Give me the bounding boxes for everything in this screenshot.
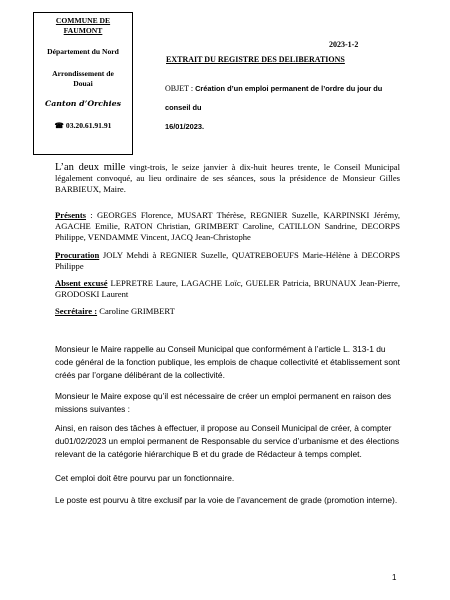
absent-text: LEPRETRE Laure, LAGACHE Loïc, GUELER Patricia, BRUNAUX Jean-Pierre, GRODOSKI Laurent (55, 278, 400, 299)
body-paragraph-2: Monsieur le Maire expose qu’il est nécessaire de créer un emploi permanent en raison des missions suivantes : (55, 391, 392, 415)
arrondissement-line1: Arrondissement de (52, 69, 114, 78)
secretaire-label: Secrétaire : (55, 306, 98, 316)
body-paragraph-1: Monsieur le Maire rappelle au Conseil Municipal que conformément à l’article L. 313-1 du code général de la fonction publique, les emplois de chaque collectivité et établissement sont créés par l’organe délibérant de la collectivité. (55, 344, 400, 381)
objet-line (165, 79, 405, 136)
body-paragraph-5: Le poste est pourvu à titre exclusif par la voie de l’avancement de grade (promotion interne). (55, 495, 398, 505)
intro-paragraph (55, 162, 400, 195)
presents-text: : GEORGES Florence, MUSART Thérèse, REGNIER Suzelle, KARPINSKI Jérémy, AGACHE Emilie, RATON Christian, GRIMBERT Caroline, CATILLON Sandrine, DECORPS Philippe, VENDAMME Vincent, JACQ Jean-Christophe (55, 210, 400, 242)
canton-label: Canton d’Orchies (45, 99, 121, 108)
body-paragraph-3: Ainsi, en raison des tâches à effectuer, il propose au Conseil Municipal de créer, à compter du01/02/2023 un emploi permanent de Responsable du service d’urbanisme et des élections relevant de la catégorie hiérarchique B et du grade de Rédacteur à temps complet. (55, 423, 400, 460)
objet-date: 16/01/2023. (165, 122, 205, 131)
deliberation-reference: 2023-1-2 (329, 40, 359, 49)
departement-label: Département du Nord (47, 47, 119, 56)
body-paragraph-4: Cet emploi doit être pourvu par un fonctionnaire. (55, 473, 235, 483)
absent-section (55, 278, 400, 300)
commune-header-box (33, 12, 133, 155)
objet-text: Création d’un emploi permanent de l’ordre du jour du conseil du (165, 84, 383, 112)
phone-icon: ☎ (54, 121, 64, 130)
intro-text: vingt-trois, le seize janvier à dix-huit heures trente, le Conseil Municipal légalement convoqué, au lieu ordinaire de ses séances, sous la présidence de Monsieur Gilles BARBIEUX, Maire. (55, 162, 400, 194)
page-number: 1 (392, 573, 397, 582)
commune-name-line1: COMMUNE DE (55, 16, 111, 25)
presents-label: Présents (55, 210, 87, 220)
phone-number: 03.20.61.91.91 (65, 121, 112, 130)
procuration-text: JOLY Mehdi à REGNIER Suzelle, QUATREBOEUFS Marie-Hélène à DECORPS Philippe (55, 250, 400, 271)
objet-label: OBJET : (165, 84, 196, 93)
absent-label: Absent excusé (55, 278, 108, 288)
arrondissement-line2: Douai (73, 79, 93, 88)
secretaire-text: Caroline GRIMBERT (97, 306, 175, 316)
extrait-title: EXTRAIT DU REGISTRE DES DELIBERATIONS (166, 55, 345, 64)
procuration-label: Procuration (55, 250, 100, 260)
commune-name-line2: FAUMONT (63, 26, 103, 35)
phone-line (34, 121, 132, 130)
intro-first-words: L’an deux mille (55, 162, 126, 173)
secretaire-section (55, 306, 400, 317)
procuration-section (55, 250, 400, 272)
presents-section (55, 210, 400, 243)
